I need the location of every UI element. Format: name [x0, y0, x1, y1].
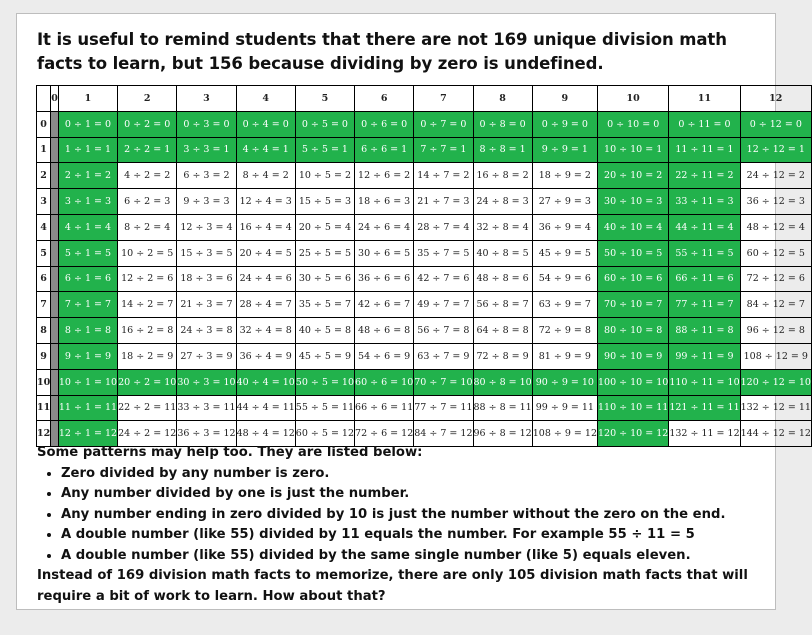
- fact-cell: 36 ÷ 6 = 6: [355, 266, 414, 292]
- row-header: 3: [37, 189, 51, 215]
- fact-cell: 42 ÷ 7 = 6: [414, 266, 473, 292]
- page-title: It is useful to remind students that there are not 169 unique division math facts to learn, but 156 because dividing by zero is undefined.: [37, 30, 727, 73]
- fact-cell: 80 ÷ 10 = 8: [598, 318, 669, 344]
- column-header: 2: [118, 86, 177, 112]
- fact-cell: 3 ÷ 3 = 1: [177, 137, 236, 163]
- fact-cell: 121 ÷ 11 = 11: [669, 395, 740, 421]
- fact-cell: 96 ÷ 8 = 12: [473, 421, 532, 447]
- fact-cell: 108 ÷ 12 = 9: [740, 343, 811, 369]
- fact-cell: 144 ÷ 12 = 12: [740, 421, 811, 447]
- fact-cell: 16 ÷ 4 = 4: [236, 214, 295, 240]
- fact-cell: 24 ÷ 8 = 3: [473, 189, 532, 215]
- fact-cell: 45 ÷ 5 = 9: [295, 343, 354, 369]
- fact-cell: 66 ÷ 11 = 6: [669, 266, 740, 292]
- fact-cell: 28 ÷ 4 = 7: [236, 292, 295, 318]
- fact-cell: 0 ÷ 6 = 0: [355, 111, 414, 137]
- table-row: [37, 395, 812, 421]
- patterns-list: [37, 464, 767, 567]
- fact-cell: 11 ÷ 1 = 11: [58, 395, 117, 421]
- fact-cell: 12 ÷ 2 = 6: [118, 266, 177, 292]
- fact-cell: 24 ÷ 4 = 6: [236, 266, 295, 292]
- fact-cell: 25 ÷ 5 = 5: [295, 240, 354, 266]
- fact-cell: 55 ÷ 11 = 5: [669, 240, 740, 266]
- fact-cell: 6 ÷ 2 = 3: [118, 189, 177, 215]
- fact-cell: 18 ÷ 6 = 3: [355, 189, 414, 215]
- column-header: 10: [598, 86, 669, 112]
- fact-cell: 72 ÷ 6 = 12: [355, 421, 414, 447]
- fact-cell: 44 ÷ 4 = 11: [236, 395, 295, 421]
- fact-cell: 9 ÷ 9 = 1: [532, 137, 597, 163]
- fact-cell: 15 ÷ 5 = 3: [295, 189, 354, 215]
- fact-cell: 99 ÷ 11 = 9: [669, 343, 740, 369]
- column-header: 6: [355, 86, 414, 112]
- fact-cell: 5 ÷ 5 = 1: [295, 137, 354, 163]
- fact-cell: 0 ÷ 8 = 0: [473, 111, 532, 137]
- fact-cell: 70 ÷ 7 = 10: [414, 369, 473, 395]
- fact-cell: 10 ÷ 1 = 10: [58, 369, 117, 395]
- undefined-cell: [51, 163, 59, 189]
- row-header: 10: [37, 369, 51, 395]
- fact-cell: 132 ÷ 11 = 12: [669, 421, 740, 447]
- table-row: [37, 266, 812, 292]
- fact-cell: 20 ÷ 10 = 2: [598, 163, 669, 189]
- fact-cell: 90 ÷ 10 = 9: [598, 343, 669, 369]
- fact-cell: 36 ÷ 3 = 12: [177, 421, 236, 447]
- fact-cell: 66 ÷ 6 = 11: [355, 395, 414, 421]
- row-header: 12: [37, 421, 51, 447]
- fact-cell: 8 ÷ 8 = 1: [473, 137, 532, 163]
- undefined-cell: [51, 111, 59, 137]
- fact-cell: 70 ÷ 10 = 7: [598, 292, 669, 318]
- fact-cell: 110 ÷ 11 = 10: [669, 369, 740, 395]
- row-header: 1: [37, 137, 51, 163]
- fact-cell: 8 ÷ 2 = 4: [118, 214, 177, 240]
- fact-cell: 72 ÷ 8 = 9: [473, 343, 532, 369]
- fact-cell: 0 ÷ 1 = 0: [58, 111, 117, 137]
- pattern-item: • Any number ending in zero divided by 10 is just the number without the zero on the end.: [61, 505, 767, 526]
- undefined-cell: [51, 292, 59, 318]
- fact-cell: 50 ÷ 5 = 10: [295, 369, 354, 395]
- undefined-cell: [51, 137, 59, 163]
- fact-cell: 0 ÷ 7 = 0: [414, 111, 473, 137]
- fact-cell: 120 ÷ 10 = 12: [598, 421, 669, 447]
- table-row: [37, 111, 812, 137]
- fact-cell: 16 ÷ 8 = 2: [473, 163, 532, 189]
- fact-cell: 15 ÷ 3 = 5: [177, 240, 236, 266]
- fact-cell: 4 ÷ 2 = 2: [118, 163, 177, 189]
- header-row: [37, 86, 812, 112]
- fact-cell: 4 ÷ 4 = 1: [236, 137, 295, 163]
- fact-cell: 24 ÷ 2 = 12: [118, 421, 177, 447]
- undefined-cell: [51, 369, 59, 395]
- fact-cell: 7 ÷ 7 = 1: [414, 137, 473, 163]
- fact-cell: 50 ÷ 10 = 5: [598, 240, 669, 266]
- fact-cell: 88 ÷ 8 = 11: [473, 395, 532, 421]
- fact-cell: 132 ÷ 12 = 11: [740, 395, 811, 421]
- fact-cell: 12 ÷ 4 = 3: [236, 189, 295, 215]
- fact-cell: 60 ÷ 10 = 6: [598, 266, 669, 292]
- fact-cell: 88 ÷ 11 = 8: [669, 318, 740, 344]
- row-header: 11: [37, 395, 51, 421]
- fact-cell: 24 ÷ 12 = 2: [740, 163, 811, 189]
- undefined-cell: [51, 240, 59, 266]
- fact-cell: 3 ÷ 1 = 3: [58, 189, 117, 215]
- fact-cell: 12 ÷ 6 = 2: [355, 163, 414, 189]
- fact-cell: 7 ÷ 1 = 7: [58, 292, 117, 318]
- fact-cell: 63 ÷ 9 = 7: [532, 292, 597, 318]
- fact-cell: 99 ÷ 9 = 11: [532, 395, 597, 421]
- undefined-cell: [51, 266, 59, 292]
- fact-cell: 81 ÷ 9 = 9: [532, 343, 597, 369]
- fact-cell: 24 ÷ 3 = 8: [177, 318, 236, 344]
- fact-cell: 84 ÷ 7 = 12: [414, 421, 473, 447]
- fact-cell: 0 ÷ 3 = 0: [177, 111, 236, 137]
- fact-cell: 45 ÷ 9 = 5: [532, 240, 597, 266]
- fact-cell: 60 ÷ 6 = 10: [355, 369, 414, 395]
- pattern-item: • Zero divided by any number is zero.: [61, 464, 767, 485]
- fact-cell: 4 ÷ 1 = 4: [58, 214, 117, 240]
- fact-cell: 48 ÷ 12 = 4: [740, 214, 811, 240]
- column-header: 4: [236, 86, 295, 112]
- fact-cell: 0 ÷ 2 = 0: [118, 111, 177, 137]
- fact-cell: 12 ÷ 12 = 1: [740, 137, 811, 163]
- fact-cell: 9 ÷ 1 = 9: [58, 343, 117, 369]
- fact-cell: 27 ÷ 3 = 9: [177, 343, 236, 369]
- fact-cell: 22 ÷ 2 = 11: [118, 395, 177, 421]
- fact-cell: 60 ÷ 5 = 12: [295, 421, 354, 447]
- column-header: 9: [532, 86, 597, 112]
- fact-cell: 35 ÷ 7 = 5: [414, 240, 473, 266]
- fact-cell: 84 ÷ 12 = 7: [740, 292, 811, 318]
- fact-cell: 40 ÷ 5 = 8: [295, 318, 354, 344]
- fact-cell: 18 ÷ 2 = 9: [118, 343, 177, 369]
- fact-cell: 10 ÷ 5 = 2: [295, 163, 354, 189]
- row-header: 5: [37, 240, 51, 266]
- fact-cell: 21 ÷ 3 = 7: [177, 292, 236, 318]
- fact-cell: 11 ÷ 11 = 1: [669, 137, 740, 163]
- corner-cell: [37, 86, 51, 112]
- fact-cell: 20 ÷ 5 = 4: [295, 214, 354, 240]
- patterns-notes: [37, 443, 767, 607]
- fact-cell: 30 ÷ 3 = 10: [177, 369, 236, 395]
- table-row: [37, 292, 812, 318]
- fact-cell: 40 ÷ 10 = 4: [598, 214, 669, 240]
- column-header: 11: [669, 86, 740, 112]
- fact-cell: 5 ÷ 1 = 5: [58, 240, 117, 266]
- fact-cell: 77 ÷ 7 = 11: [414, 395, 473, 421]
- undefined-cell: [51, 343, 59, 369]
- fact-cell: 120 ÷ 12 = 10: [740, 369, 811, 395]
- notes-intro: Some patterns may help too. They are listed below:: [37, 445, 423, 460]
- fact-cell: 33 ÷ 3 = 11: [177, 395, 236, 421]
- table-row: [37, 369, 812, 395]
- fact-cell: 14 ÷ 7 = 2: [414, 163, 473, 189]
- table-row: [37, 137, 812, 163]
- table-row: [37, 214, 812, 240]
- fact-cell: 6 ÷ 1 = 6: [58, 266, 117, 292]
- fact-cell: 16 ÷ 2 = 8: [118, 318, 177, 344]
- undefined-cell: [51, 189, 59, 215]
- table-row: [37, 163, 812, 189]
- fact-cell: 10 ÷ 10 = 1: [598, 137, 669, 163]
- fact-cell: 10 ÷ 2 = 5: [118, 240, 177, 266]
- fact-cell: 72 ÷ 12 = 6: [740, 266, 811, 292]
- fact-cell: 24 ÷ 6 = 4: [355, 214, 414, 240]
- row-header: 2: [37, 163, 51, 189]
- fact-cell: 0 ÷ 10 = 0: [598, 111, 669, 137]
- fact-cell: 54 ÷ 6 = 9: [355, 343, 414, 369]
- fact-cell: 12 ÷ 1 = 12: [58, 421, 117, 447]
- fact-cell: 0 ÷ 4 = 0: [236, 111, 295, 137]
- fact-cell: 6 ÷ 6 = 1: [355, 137, 414, 163]
- fact-cell: 21 ÷ 7 = 3: [414, 189, 473, 215]
- fact-cell: 40 ÷ 4 = 10: [236, 369, 295, 395]
- fact-cell: 22 ÷ 11 = 2: [669, 163, 740, 189]
- row-header: 4: [37, 214, 51, 240]
- pattern-item: • Any number divided by one is just the number.: [61, 484, 767, 505]
- column-header: 5: [295, 86, 354, 112]
- fact-cell: 18 ÷ 3 = 6: [177, 266, 236, 292]
- division-table: [36, 85, 812, 447]
- fact-cell: 108 ÷ 9 = 12: [532, 421, 597, 447]
- fact-cell: 56 ÷ 7 = 8: [414, 318, 473, 344]
- fact-cell: 30 ÷ 10 = 3: [598, 189, 669, 215]
- fact-cell: 0 ÷ 12 = 0: [740, 111, 811, 137]
- fact-cell: 60 ÷ 12 = 5: [740, 240, 811, 266]
- fact-cell: 49 ÷ 7 = 7: [414, 292, 473, 318]
- fact-cell: 20 ÷ 4 = 5: [236, 240, 295, 266]
- undefined-cell: [51, 214, 59, 240]
- worksheet-card: [16, 13, 811, 610]
- fact-cell: 55 ÷ 5 = 11: [295, 395, 354, 421]
- fact-cell: 18 ÷ 9 = 2: [532, 163, 597, 189]
- fact-cell: 72 ÷ 9 = 8: [532, 318, 597, 344]
- column-header: 8: [473, 86, 532, 112]
- notes-closing: Instead of 169 division math facts to memorize, there are only 105 division math facts that will require a bit of work to learn. How about that?: [37, 568, 748, 604]
- fact-cell: 64 ÷ 8 = 8: [473, 318, 532, 344]
- fact-cell: 6 ÷ 3 = 2: [177, 163, 236, 189]
- fact-cell: 35 ÷ 5 = 7: [295, 292, 354, 318]
- column-header: 12: [740, 86, 811, 112]
- table-row: [37, 189, 812, 215]
- pattern-item: • A double number (like 55) divided by 11 equals the number. For example 55 ÷ 11 = 5: [61, 525, 767, 546]
- fact-cell: 36 ÷ 12 = 3: [740, 189, 811, 215]
- fact-cell: 0 ÷ 11 = 0: [669, 111, 740, 137]
- fact-cell: 12 ÷ 3 = 4: [177, 214, 236, 240]
- row-header: 0: [37, 111, 51, 137]
- column-header: 3: [177, 86, 236, 112]
- fact-cell: 54 ÷ 9 = 6: [532, 266, 597, 292]
- pattern-item: • A double number (like 55) divided by the same single number (like 5) equals eleven.: [61, 546, 767, 567]
- undefined-cell: [51, 395, 59, 421]
- fact-cell: 32 ÷ 8 = 4: [473, 214, 532, 240]
- fact-cell: 48 ÷ 6 = 8: [355, 318, 414, 344]
- fact-cell: 0 ÷ 5 = 0: [295, 111, 354, 137]
- fact-cell: 32 ÷ 4 = 8: [236, 318, 295, 344]
- fact-cell: 8 ÷ 4 = 2: [236, 163, 295, 189]
- undefined-cell: [51, 318, 59, 344]
- fact-cell: 77 ÷ 11 = 7: [669, 292, 740, 318]
- table-row: [37, 240, 812, 266]
- row-header: 7: [37, 292, 51, 318]
- fact-cell: 40 ÷ 8 = 5: [473, 240, 532, 266]
- column-header: 0: [51, 86, 59, 112]
- fact-cell: 30 ÷ 6 = 5: [355, 240, 414, 266]
- fact-cell: 1 ÷ 1 = 1: [58, 137, 117, 163]
- fact-cell: 2 ÷ 1 = 2: [58, 163, 117, 189]
- fact-cell: 30 ÷ 5 = 6: [295, 266, 354, 292]
- row-header: 9: [37, 343, 51, 369]
- fact-cell: 14 ÷ 2 = 7: [118, 292, 177, 318]
- fact-cell: 96 ÷ 12 = 8: [740, 318, 811, 344]
- fact-cell: 9 ÷ 3 = 3: [177, 189, 236, 215]
- fact-cell: 0 ÷ 9 = 0: [532, 111, 597, 137]
- fact-cell: 28 ÷ 7 = 4: [414, 214, 473, 240]
- fact-cell: 2 ÷ 2 = 1: [118, 137, 177, 163]
- fact-cell: 36 ÷ 4 = 9: [236, 343, 295, 369]
- row-header: 6: [37, 266, 51, 292]
- fact-cell: 100 ÷ 10 = 10: [598, 369, 669, 395]
- table-row: [37, 343, 812, 369]
- fact-cell: 56 ÷ 8 = 7: [473, 292, 532, 318]
- fact-cell: 44 ÷ 11 = 4: [669, 214, 740, 240]
- fact-cell: 20 ÷ 2 = 10: [118, 369, 177, 395]
- fact-cell: 110 ÷ 10 = 11: [598, 395, 669, 421]
- fact-cell: 8 ÷ 1 = 8: [58, 318, 117, 344]
- table-row: [37, 318, 812, 344]
- fact-cell: 63 ÷ 7 = 9: [414, 343, 473, 369]
- fact-cell: 42 ÷ 6 = 7: [355, 292, 414, 318]
- fact-cell: 27 ÷ 9 = 3: [532, 189, 597, 215]
- fact-cell: 48 ÷ 8 = 6: [473, 266, 532, 292]
- fact-cell: 48 ÷ 4 = 12: [236, 421, 295, 447]
- fact-cell: 80 ÷ 8 = 10: [473, 369, 532, 395]
- fact-cell: 33 ÷ 11 = 3: [669, 189, 740, 215]
- column-header: 7: [414, 86, 473, 112]
- fact-cell: 90 ÷ 9 = 10: [532, 369, 597, 395]
- row-header: 8: [37, 318, 51, 344]
- fact-cell: 36 ÷ 9 = 4: [532, 214, 597, 240]
- column-header: 1: [58, 86, 117, 112]
